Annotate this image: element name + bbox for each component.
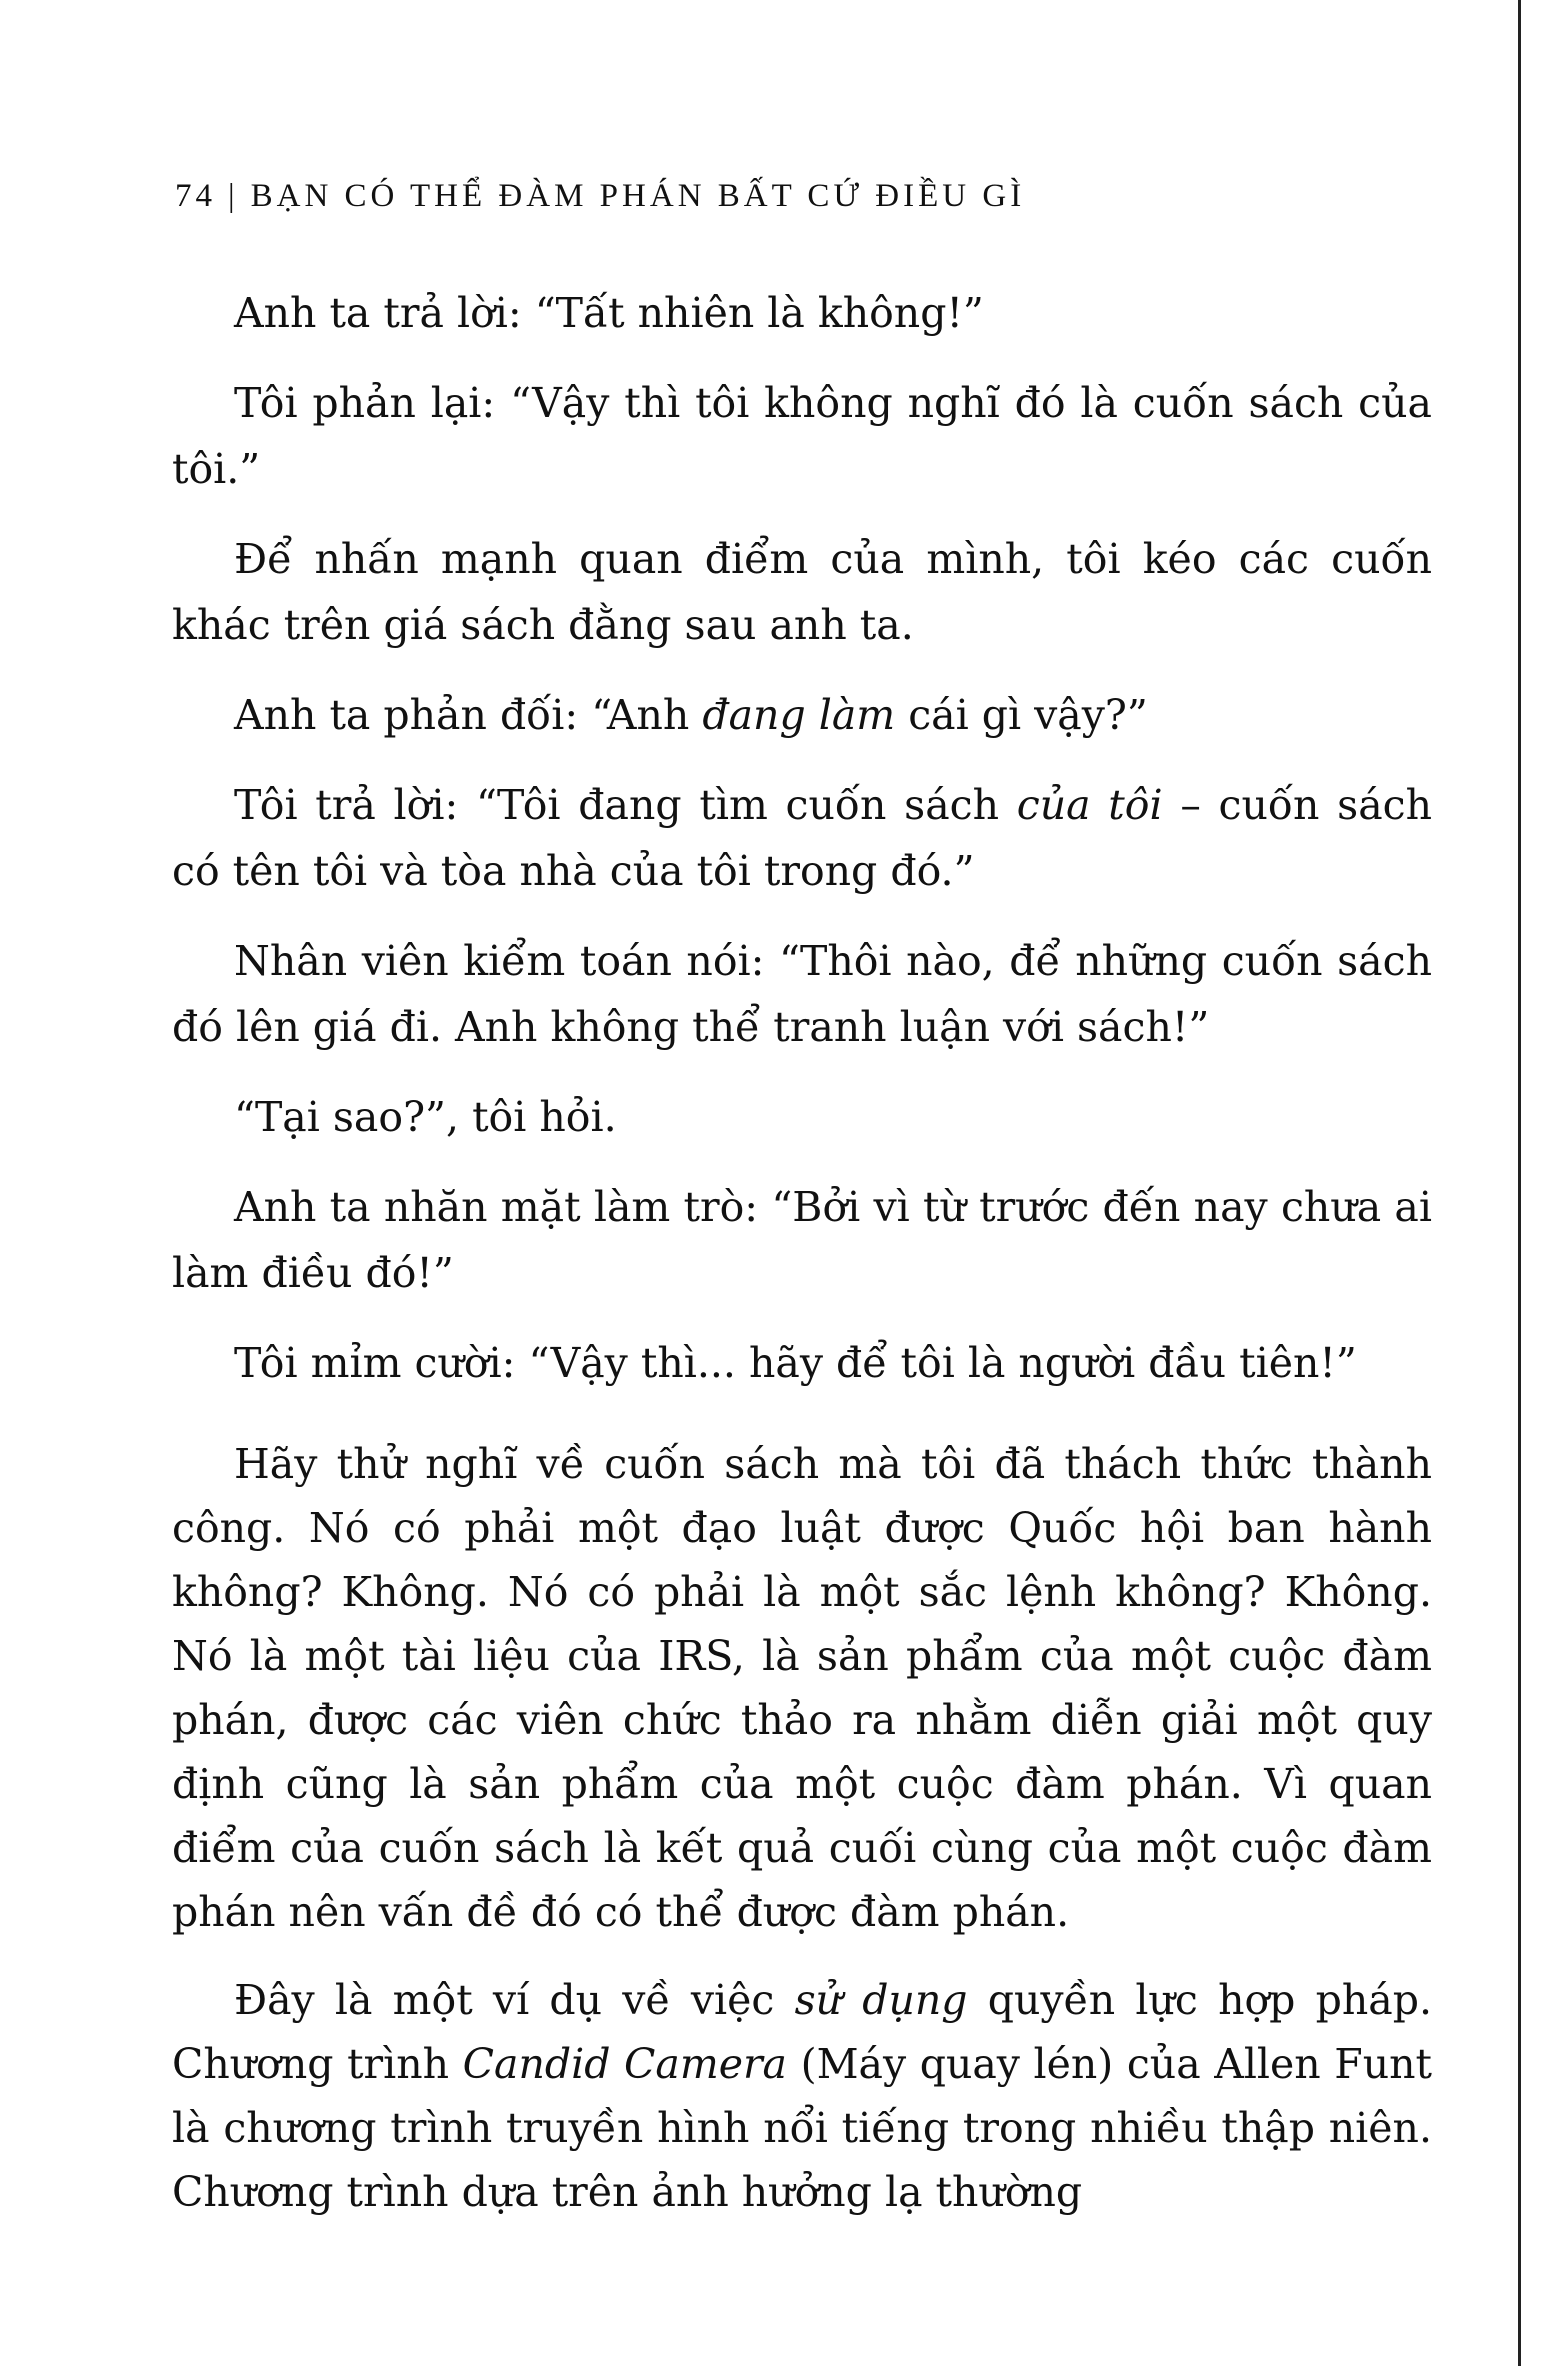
paragraph-4-emphasis: đang làm <box>702 691 896 739</box>
paragraph-6: Nhân viên kiểm toán nói: “Thôi nào, để những cuốn sách đó lên giá đi. Anh không thể tranh luận với sách!” <box>172 937 1432 1051</box>
paragraph-11-emphasis-2: Candid Camera <box>462 2040 788 2088</box>
header-separator: | <box>228 178 239 214</box>
page-number: 74 <box>175 178 216 214</box>
paragraph-1: Anh ta trả lời: “Tất nhiên là không!” <box>234 289 984 337</box>
paragraph-11-emphasis-1: sử dụng <box>794 1976 968 2024</box>
paragraph-7: “Tại sao?”, tôi hỏi. <box>234 1093 617 1141</box>
paragraph-10: Hãy thử nghĩ về cuốn sách mà tôi đã thách thức thành công. Nó có phải một đạo luật được Quốc hội ban hành không? Không. Nó có phải là một sắc lệnh không? Không. Nó là một tài liệu của IRS, là sản phẩm của một cuộc đàm phán, được các viên chức thảo ra nhằm diễn giải một quy định cũng là sản phẩm của một cuộc đàm phán. Vì quan điểm của cuốn sách là kết quả cuối cùng của một cuộc đàm phán nên vấn đề đó có thể được đàm phán. <box>172 1440 1432 1936</box>
paragraph-4-part-1: Anh ta phản đối: “Anh <box>234 691 703 739</box>
page-edge-line <box>1518 0 1521 2366</box>
paragraph-4-part-2: cái gì vậy?” <box>895 691 1148 739</box>
paragraph-5-part-1: Tôi trả lời: “Tôi đang tìm cuốn sách <box>234 781 1017 829</box>
paragraph-11-part-1: Đây là một ví dụ về việc <box>234 1976 795 2024</box>
paragraph-9: Tôi mỉm cười: “Vậy thì... hãy để tôi là người đầu tiên!” <box>234 1339 1357 1387</box>
paragraph-11-part-3: (Máy quay lén) của Allen Funt là chương trình truyền hình nổi tiếng trong nhiều thập niên. Chương trình dựa trên ảnh hưởng lạ thường <box>172 2040 1432 2216</box>
body-text <box>172 280 1432 2248</box>
paragraph-3: Để nhấn mạnh quan điểm của mình, tôi kéo các cuốn khác trên giá sách đằng sau anh ta. <box>172 535 1432 649</box>
running-header <box>175 178 1025 215</box>
paragraph-4 <box>172 682 1432 748</box>
paragraph-2: Tôi phản lại: “Vậy thì tôi không nghĩ đó là cuốn sách của tôi.” <box>172 379 1432 493</box>
paragraph-8: Anh ta nhăn mặt làm trò: “Bởi vì từ trước đến nay chưa ai làm điều đó!” <box>172 1183 1432 1297</box>
paragraph-11-part-2: quyền lực hợp pháp. Chương trình <box>172 1976 1432 2088</box>
paragraph-11 <box>172 1968 1432 2224</box>
paragraph-5 <box>172 772 1432 904</box>
paragraph-5-part-2: – cuốn sách có tên tôi và tòa nhà của tôi trong đó.” <box>172 781 1433 895</box>
book-title: BẠN CÓ THỂ ĐÀM PHÁN BẤT CỨ ĐIỀU GÌ <box>250 178 1026 214</box>
paragraph-5-emphasis: của tôi <box>1016 781 1163 829</box>
